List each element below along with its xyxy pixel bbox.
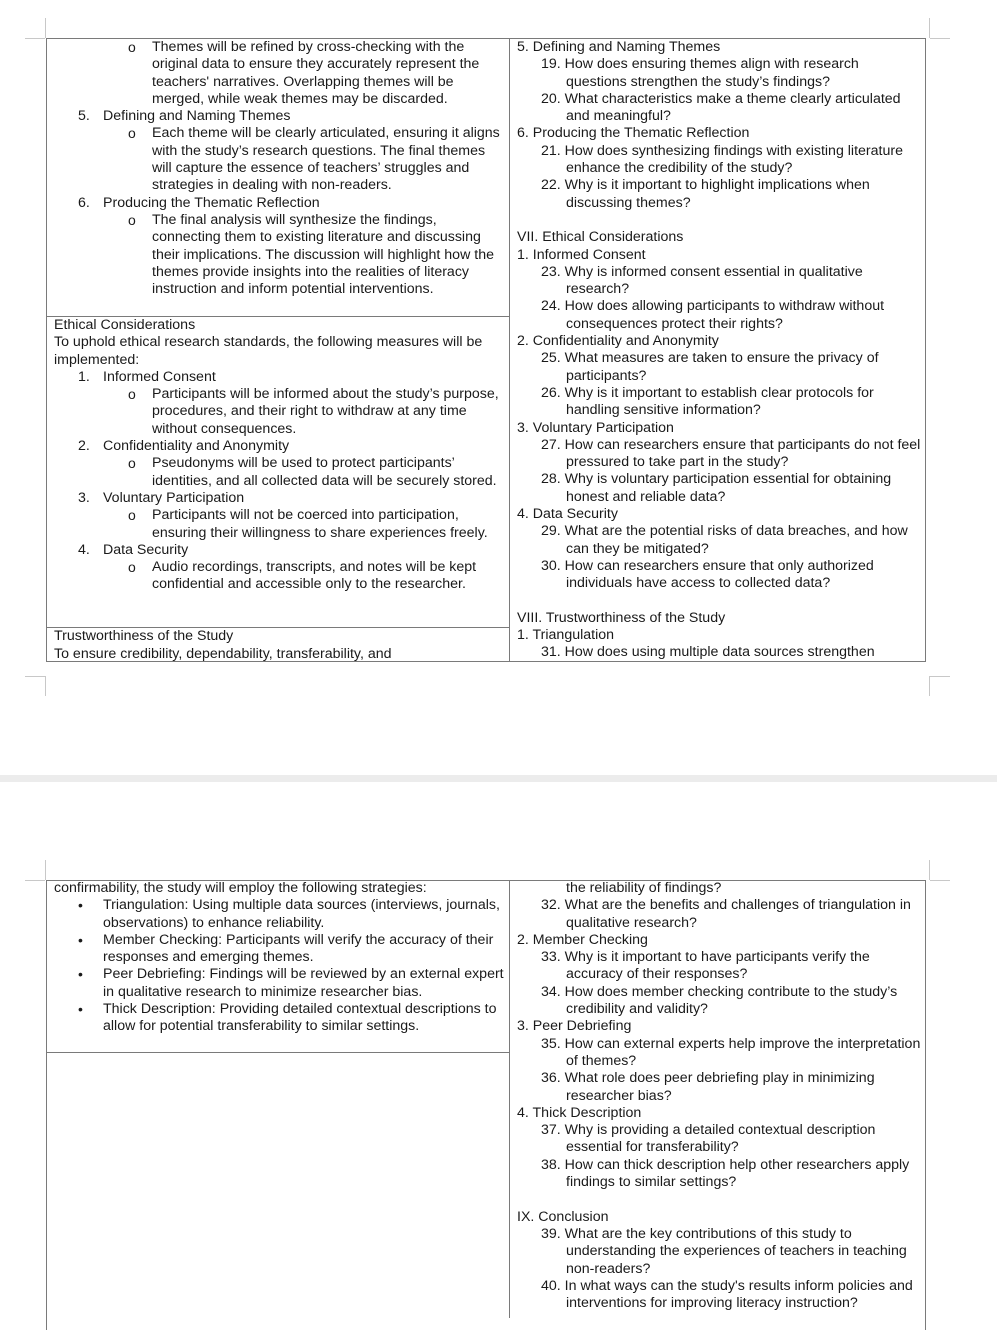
corner-mark bbox=[929, 860, 931, 880]
trust-strategies-cell bbox=[54, 880, 506, 1036]
step-title: Confidentiality and Anonymity bbox=[103, 438, 290, 455]
bullet-text: Themes will be refined by cross-checking with the original data to ensure they accurately represent the teachers' narratives. Overlapping themes will be merged, while weak themes may be discarded. bbox=[152, 39, 480, 107]
step-title: Informed Consent bbox=[103, 368, 216, 385]
trust-cell bbox=[54, 628, 506, 664]
strategy-label: Member Checking: bbox=[103, 931, 223, 948]
subsection-title: 1. Informed Consent bbox=[517, 246, 646, 263]
list-number: 5. bbox=[78, 108, 90, 125]
corner-mark bbox=[930, 676, 950, 678]
list-item bbox=[54, 195, 506, 212]
strategy-label: Triangulation: bbox=[103, 897, 189, 914]
corner-mark bbox=[25, 38, 45, 40]
list-item bbox=[54, 507, 506, 542]
list-item bbox=[54, 1001, 506, 1036]
right-column-questions bbox=[517, 880, 921, 1312]
list-item bbox=[54, 490, 506, 507]
bullet-text: Participants will not be coerced into participation, ensuring their willingness to share experiences freely. bbox=[152, 507, 488, 541]
subsection-title: 4. Thick Description bbox=[517, 1104, 642, 1121]
corner-mark bbox=[45, 18, 47, 38]
question-item: 21. How does synthesizing findings with existing literature enhance the credibility of the study? bbox=[541, 142, 903, 177]
question-item: 27. How can researchers ensure that participants do not feel pressured to take part in the study? bbox=[541, 436, 921, 471]
corner-mark bbox=[25, 880, 45, 882]
list-number: 3. bbox=[78, 489, 90, 506]
question-item: 28. Why is voluntary participation essential for obtaining honest and reliable data? bbox=[541, 471, 892, 505]
column-divider bbox=[509, 38, 510, 662]
circle-bullet-icon: o bbox=[128, 507, 136, 524]
question-item: the reliability of findings? bbox=[566, 880, 722, 896]
corner-mark bbox=[45, 860, 47, 880]
circle-bullet-icon: o bbox=[128, 211, 136, 228]
question-item: 32. What are the benefits and challenges of triangulation in qualitative research? bbox=[541, 897, 911, 931]
section-heading: VIII. Trustworthiness of the Study bbox=[517, 609, 726, 626]
question-item: 39. What are the key contributions of this study to understanding the experiences of teachers in teaching non-readers? bbox=[541, 1225, 907, 1277]
question-item: 19. How does ensuring themes align with research questions strengthen the study’s findings? bbox=[541, 56, 859, 90]
list-item bbox=[54, 108, 506, 125]
subsection-title: 4. Data Security bbox=[517, 506, 618, 523]
section-intro: confirmability, the study will employ the following strategies: bbox=[54, 880, 427, 896]
question-item: 31. How does using multiple data sources strengthen bbox=[541, 644, 875, 661]
subsection-title: 1. Triangulation bbox=[517, 627, 615, 644]
ethics-cell bbox=[54, 317, 506, 594]
question-item: 25. What measures are taken to ensure the privacy of participants? bbox=[541, 350, 879, 384]
list-item bbox=[54, 39, 506, 108]
step-title: Producing the Thematic Reflection bbox=[103, 194, 320, 211]
question-item: 34. How does member checking contribute to the study’s credibility and validity? bbox=[541, 983, 898, 1018]
question-item: 29. What are the potential risks of data breaches, and how can they be mitigated? bbox=[541, 523, 908, 557]
question-item: 38. How can thick description help other researchers apply findings to similar settings? bbox=[541, 1156, 910, 1191]
corner-mark bbox=[45, 676, 47, 696]
corner-mark bbox=[929, 18, 931, 38]
corner-mark bbox=[929, 676, 931, 696]
bullet-text: Each theme will be clearly articulated, ensuring it aligns with the study’s research questions. The final themes will capture the essence of teachers’ struggles and strategies in dealing with non-readers. bbox=[152, 125, 500, 194]
strategy-label: Thick Description: bbox=[103, 1001, 216, 1018]
bullet-dot-icon: • bbox=[78, 931, 83, 948]
circle-bullet-icon: o bbox=[128, 386, 136, 403]
list-item bbox=[54, 897, 506, 932]
bullet-dot-icon: • bbox=[78, 966, 83, 983]
bullet-dot-icon: • bbox=[78, 897, 83, 914]
list-item bbox=[54, 212, 506, 298]
section-heading: Ethical Considerations bbox=[54, 317, 196, 333]
strategy-text: Using multiple data sources (interviews, journals, observations) to enhance reliability. bbox=[103, 897, 500, 931]
step-title: Data Security bbox=[103, 541, 189, 558]
corner-mark bbox=[930, 880, 950, 882]
strategy-text: Findings will be reviewed by an external expert in qualitative research to minimize researcher bias. bbox=[103, 966, 504, 1000]
strategy-text: Providing detailed contextual descriptions to allow for potential transferability to similar settings. bbox=[103, 1001, 497, 1035]
list-item bbox=[54, 369, 506, 386]
subsection-title: 2. Member Checking bbox=[517, 931, 648, 948]
section-intro: To ensure credibility, dependability, transferability, and bbox=[54, 646, 392, 663]
circle-bullet-icon: o bbox=[128, 455, 136, 472]
question-item: 36. What role does peer debriefing play in minimizing researcher bias? bbox=[541, 1070, 875, 1104]
column-divider bbox=[509, 880, 510, 1318]
corner-mark bbox=[930, 38, 950, 40]
question-item: 26. Why is it important to establish clear protocols for handling sensitive information? bbox=[541, 384, 874, 419]
list-item bbox=[54, 386, 506, 438]
bullet-text: Participants will be informed about the study’s purpose, procedures, and their right to withdraw at any time without consequences. bbox=[152, 386, 499, 437]
subsection-title: 6. Producing the Thematic Reflection bbox=[517, 125, 750, 142]
circle-bullet-icon: o bbox=[128, 559, 136, 576]
list-item bbox=[54, 455, 506, 490]
section-heading: IX. Conclusion bbox=[517, 1208, 609, 1225]
page-separator bbox=[0, 775, 997, 782]
strategy-text: Participants will verify the accuracy of their responses and emerging themes. bbox=[103, 931, 494, 966]
question-item: 22. Why is it important to highlight implications when discussing themes? bbox=[541, 177, 870, 211]
list-item bbox=[54, 438, 506, 455]
question-item: 23. Why is informed consent essential in qualitative research? bbox=[541, 263, 863, 298]
subsection-title: 3. Voluntary Participation bbox=[517, 419, 674, 436]
bullet-text: Audio recordings, transcripts, and notes will be kept confidential and accessible only to the researcher. bbox=[152, 559, 477, 593]
strategy-label: Peer Debriefing: bbox=[103, 966, 206, 983]
subsection-title: 5. Defining and Naming Themes bbox=[517, 39, 721, 55]
left-column-text bbox=[54, 39, 506, 298]
circle-bullet-icon: o bbox=[128, 39, 136, 55]
question-item: 37. Why is providing a detailed contextual description essential for transferability? bbox=[541, 1122, 876, 1156]
list-item bbox=[54, 542, 506, 559]
subsection-title: 2. Confidentiality and Anonymity bbox=[517, 333, 719, 350]
list-number: 2. bbox=[78, 438, 90, 455]
list-number: 6. bbox=[78, 194, 90, 211]
circle-bullet-icon: o bbox=[128, 125, 136, 142]
list-number: 1. bbox=[78, 368, 90, 385]
subsection-title: 3. Peer Debriefing bbox=[517, 1018, 632, 1035]
cell-divider bbox=[46, 1052, 509, 1053]
step-title: Voluntary Participation bbox=[103, 489, 245, 506]
bullet-dot-icon: • bbox=[78, 1001, 83, 1018]
list-item bbox=[54, 932, 506, 967]
list-item bbox=[54, 966, 506, 1001]
question-item: 24. How does allowing participants to withdraw without consequences protect their rights? bbox=[541, 298, 885, 332]
bullet-text: Pseudonyms will be used to protect participants’ identities, and all collected data will be securely stored. bbox=[152, 455, 497, 489]
question-item: 30. How can researchers ensure that only authorized individuals have access to collected data? bbox=[541, 557, 874, 592]
right-column-questions bbox=[517, 39, 921, 662]
section-heading: VII. Ethical Considerations bbox=[517, 229, 684, 246]
section-intro: To uphold ethical research standards, the following measures will be implemented: bbox=[54, 334, 483, 368]
list-item bbox=[54, 559, 506, 594]
bullet-text: The final analysis will synthesize the findings, connecting them to existing literature and discussing their implications. The discussion will highlight how the themes provide insights into the realities of literacy instruction and inform potential interventions. bbox=[152, 211, 494, 298]
list-item bbox=[54, 125, 506, 194]
document-page-2 bbox=[0, 782, 997, 1318]
question-item: 35. How can external experts help improve the interpretation of themes? bbox=[541, 1035, 921, 1069]
question-item: 20. What characteristics make a theme clearly articulated and meaningful? bbox=[541, 90, 901, 125]
corner-mark bbox=[25, 676, 45, 678]
step-title: Defining and Naming Themes bbox=[103, 108, 291, 125]
question-item: 40. In what ways can the study's results inform policies and interventions for improving literacy instruction? bbox=[541, 1277, 913, 1312]
question-item: 33. Why is it important to have participants verify the accuracy of their responses? bbox=[541, 949, 870, 983]
list-number: 4. bbox=[78, 541, 90, 558]
section-heading: Trustworthiness of the Study bbox=[54, 628, 234, 644]
